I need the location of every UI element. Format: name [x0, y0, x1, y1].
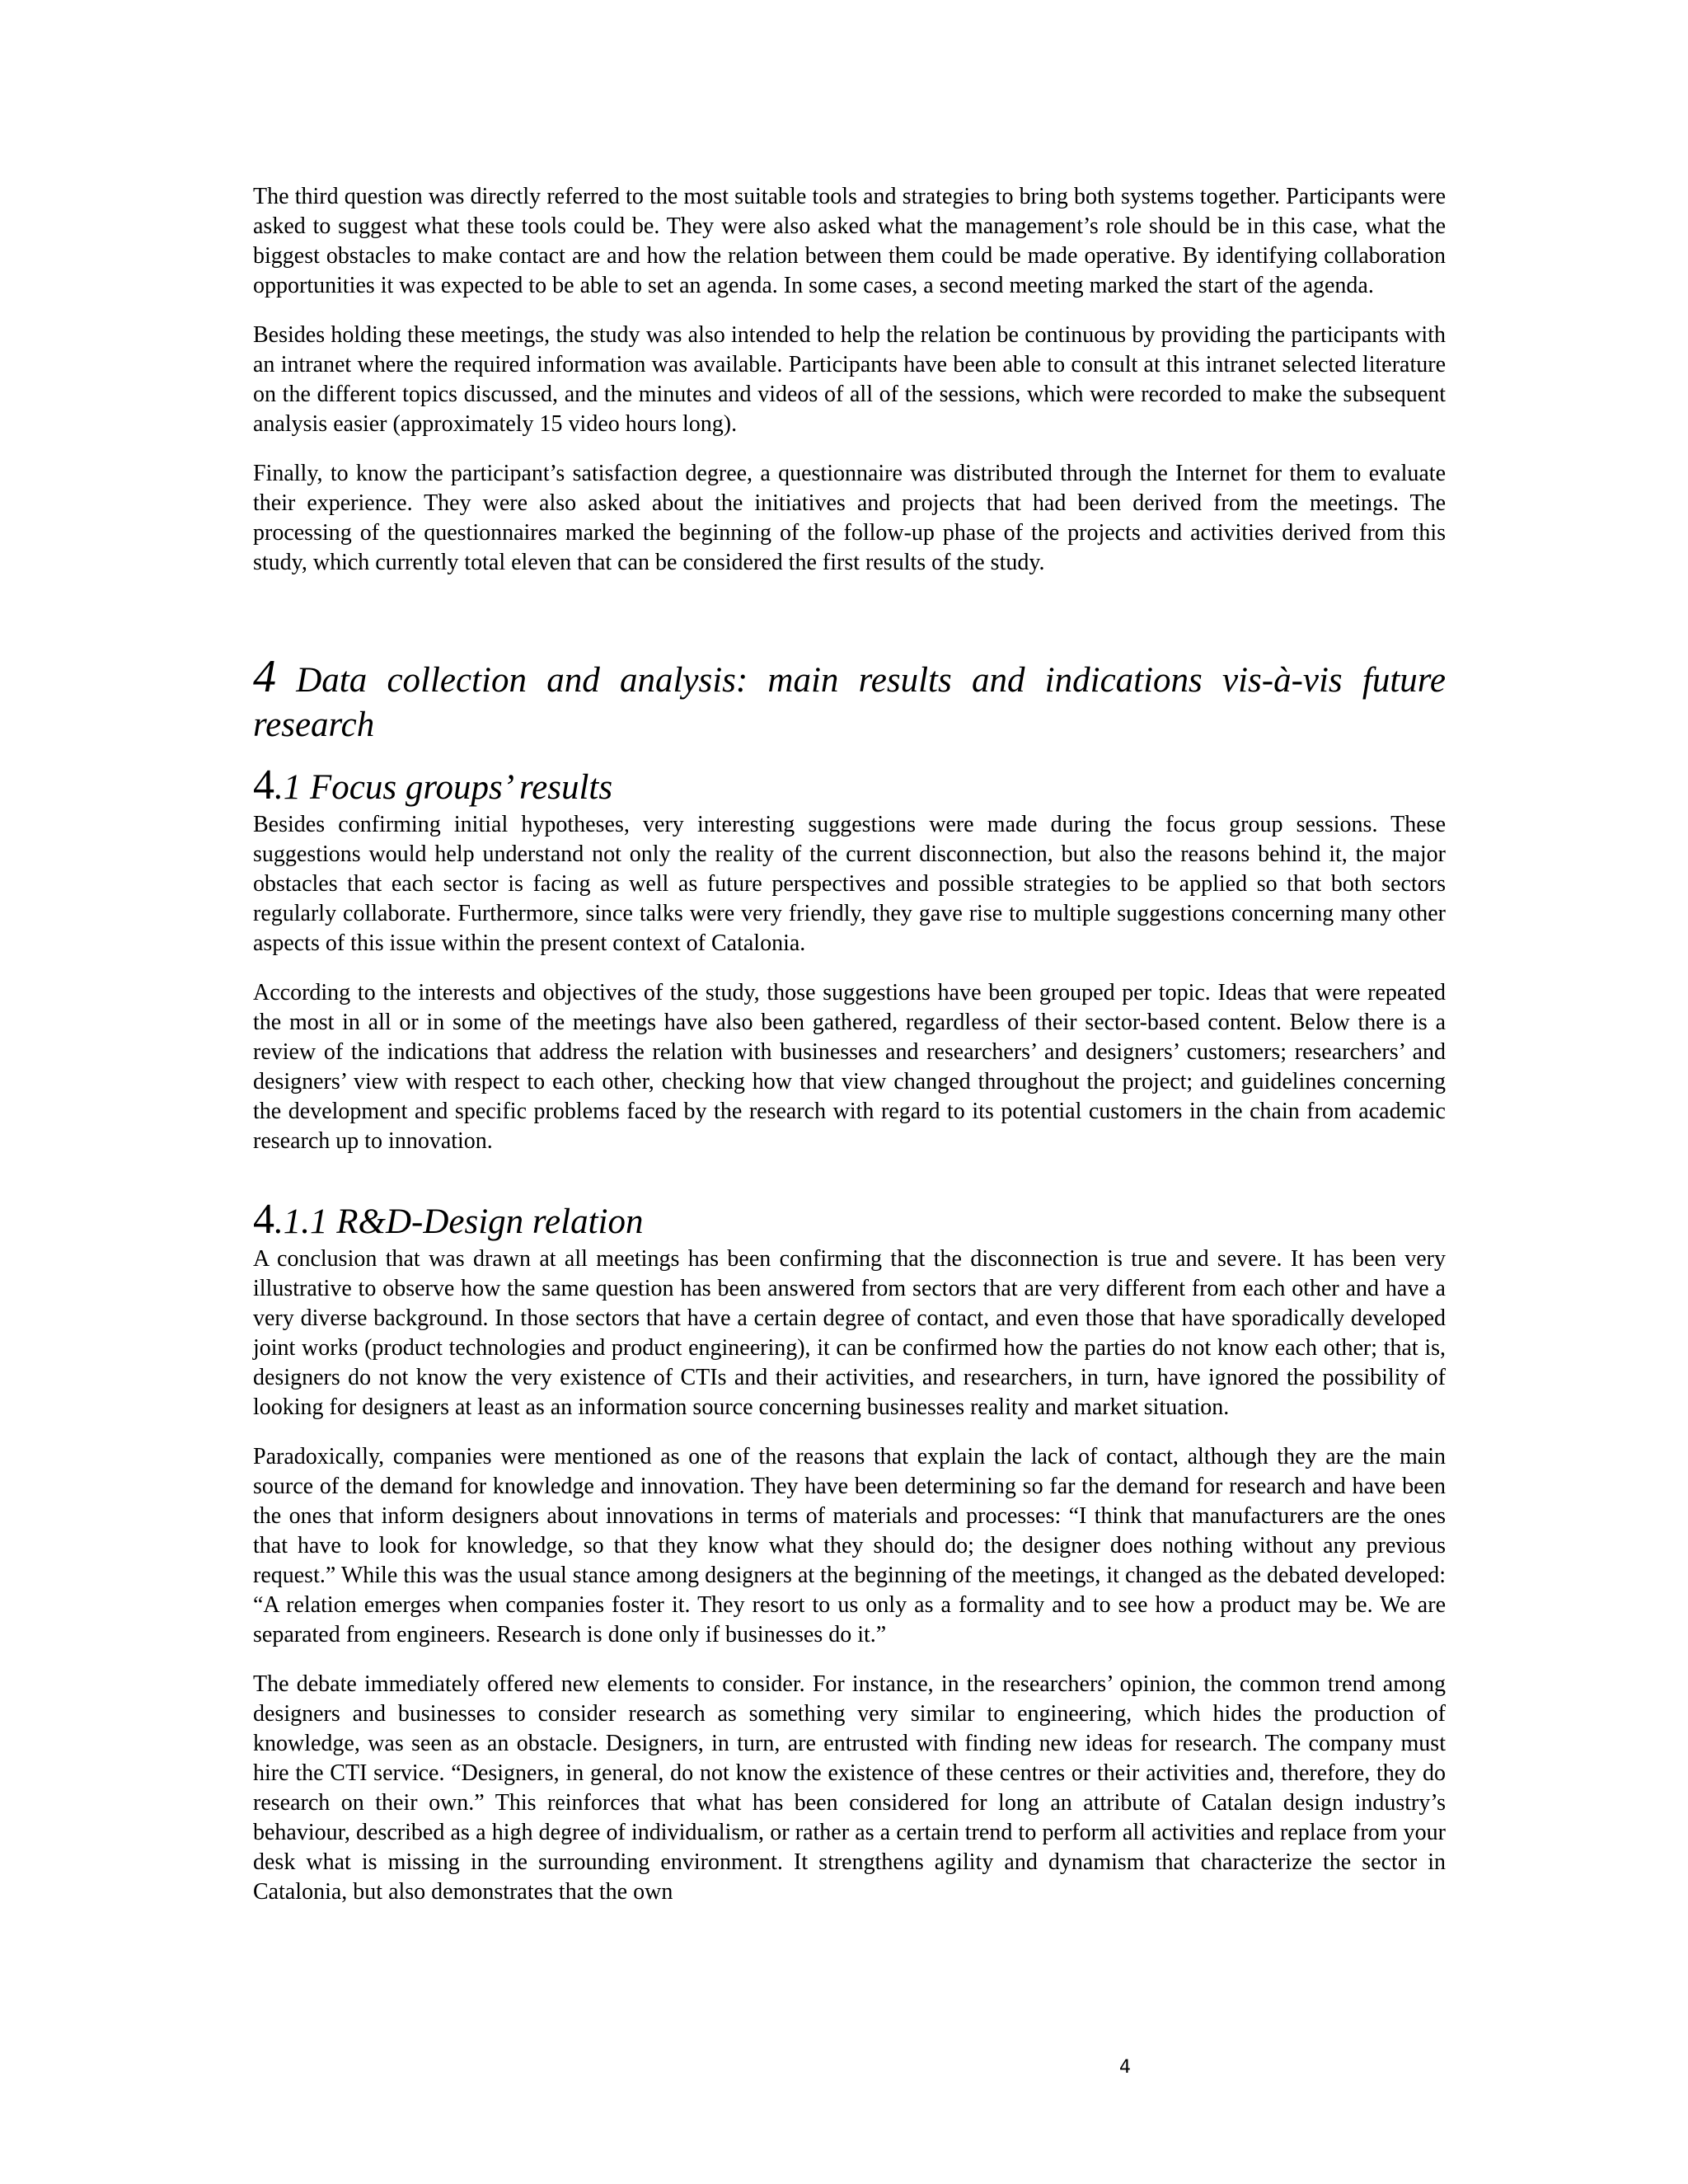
- paragraph-interests-objectives: According to the interests and objectives of the study, those suggestions have been grouped per topic. Ideas that were repeated the most in all or in some of the meetings have also been gathered, regardless of their sector-based content. Below there is a review of the indications that address the relation with businesses and researchers’ and designers’ customers; researchers’ and designers’ view with respect to each other, checking how that view changed throughout the project; and guidelines concerning the development and specific problems faced by the research with regard to its potential customers in the chain from academic research up to innovation.: [253, 980, 1446, 1154]
- section-4-1-number: 4: [253, 762, 274, 808]
- section-4-1-1-title: .1.1 R&D-Design relation: [274, 1202, 644, 1241]
- section-4-1-title: .1 Focus groups’ results: [274, 768, 613, 807]
- page-content: [253, 182, 1446, 1927]
- section-4-1-heading: [253, 763, 1446, 810]
- paragraph-intranet: Besides holding these meetings, the study was also intended to help the relation be continuous by providing the participants with an intranet where the required information was available. Participants have been able to consult at this intranet selected literature on the different topics discussed, and the minutes and videos of all of the sessions, which were recorded to make the subsequent analysis easier (approximately 15 video hours long).: [253, 322, 1446, 437]
- section-4-title: Data collection and analysis: main results and indications vis-à-vis future research: [253, 661, 1447, 744]
- paragraph-questionnaire: Finally, to know the participant’s satisfaction degree, a questionnaire was distributed through the Internet for them to evaluate their experience. They were also asked about the initiatives and projects that had been derived from the meetings. The processing of the questionnaires marked the beginning of the follow-up phase of the projects and activities derived from this study, which currently total eleven that can be considered the first results of the study.: [253, 461, 1446, 575]
- paragraph-conclusion: A conclusion that was drawn at all meetings has been confirming that the disconnection is true and severe. It has been very illustrative to observe how the same question has been answered from sectors that are very different from each other and have a very diverse background. In those sectors that have a certain degree of contact, and even those that have sporadically developed joint works (product technologies and product engineering), it can be confirmed how the parties do not know each other; that is, designers do not know the very existence of CTIs and their activities, and researchers, in turn, have ignored the possibility of looking for designers at least as an information source concerning businesses reality and market situation.: [253, 1246, 1446, 1420]
- paragraph-third-question: The third question was directly referred to the most suitable tools and strategies to bring both systems together. Participants were asked to suggest what these tools could be. They were also asked what the management’s role should be in this case, what the biggest obstacles to make contact are and how the relation between them could be made operative. By identifying collaboration opportunities it was expected to be able to set an agenda. In some cases, a second meeting marked the start of the agenda.: [253, 184, 1446, 298]
- section-4-number: 4: [253, 651, 276, 702]
- paragraph-focus-groups: Besides confirming initial hypotheses, very interesting suggestions were made during the focus group sessions. These suggestions would help understand not only the reality of the current disconnection, but also the reasons behind it, the major obstacles that each sector is facing as well as future perspectives and possible strategies to be applied so that both sectors regularly collaborate. Furthermore, since talks were very friendly, they gave rise to multiple suggestions concerning many other aspects of this issue within the present context of Catalonia.: [253, 812, 1446, 956]
- section-4-1-1-heading: [253, 1197, 1446, 1244]
- paragraph-debate: The debate immediately offered new elements to consider. For instance, in the researchers’ opinion, the common trend among designers and businesses to consider research as something very similar to engineering, which hides the production of knowledge, was seen as an obstacle. Designers, in turn, are entrusted with finding new ideas for research. The company must hire the CTI service. “Designers, in general, do not know the existence of these centres or their activities and, therefore, they do research on their own.” This reinforces that what has been considered for long an attribute of Catalan design industry’s behaviour, described as a high degree of individualism, or rather as a certain trend to perform all activities and replace from your desk what is missing in the surrounding environment. It strengthens agility and dynamism that characterize the sector in Catalonia, but also demonstrates that the own: [253, 1671, 1446, 1905]
- page-number: 4: [1119, 2057, 1131, 2078]
- section-4-heading: [253, 651, 1447, 748]
- section-4-1-1-number: 4: [253, 1196, 274, 1243]
- paragraph-paradoxically: Paradoxically, companies were mentioned as one of the reasons that explain the lack of contact, although they are the main source of the demand for knowledge and innovation. They have been determining so far the demand for research and have been the ones that inform designers about innovations in terms of materials and processes: “I think that manufacturers are the ones that have to look for knowledge, so that they know what they should do; the designer does nothing without any previous request.” While this was the usual stance among designers at the beginning of the meetings, it changed as the debated developed: “A relation emerges when companies foster it. They resort to us only as a formality and to see how a product may be. We are separated from engineers. Research is done only if businesses do it.”: [253, 1444, 1446, 1647]
